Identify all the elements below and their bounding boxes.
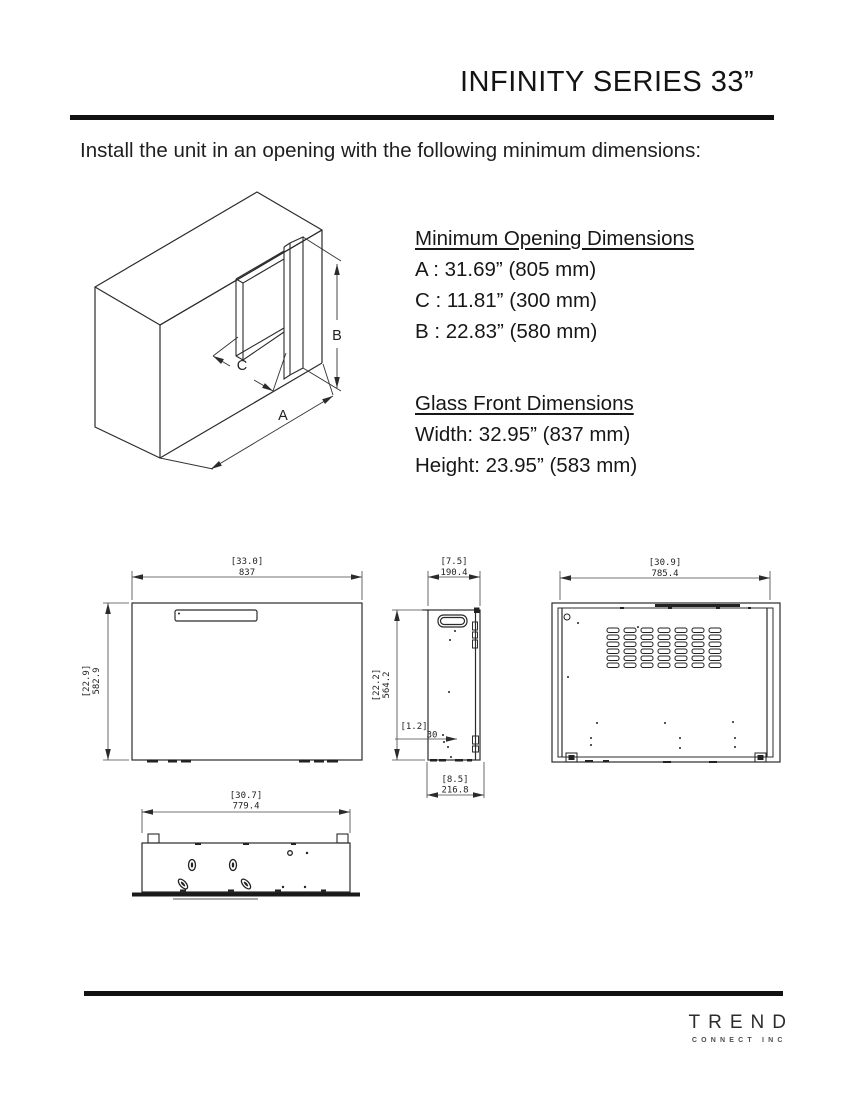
front-height-in: [22.9]	[82, 664, 92, 698]
glass-dimensions-block	[415, 388, 694, 481]
back-knockout	[564, 614, 570, 620]
isometric-opening-drawing	[70, 180, 400, 480]
side-height-in: [22.2]	[372, 668, 382, 702]
back-width-in: [30.9]	[648, 558, 682, 568]
brand-subtitle: CONNECT INC	[691, 1037, 787, 1044]
opening-dimensions-block	[415, 223, 694, 347]
bottom-dots	[180, 843, 326, 892]
front-width-in: [33.0]	[230, 557, 264, 567]
side-depth-in: [8.5]	[441, 775, 469, 785]
bottom-width-mm: 779.4	[232, 801, 260, 812]
side-height-mm: 564.2	[382, 671, 392, 699]
dim-label-b: B	[332, 328, 342, 344]
slot-pin	[178, 613, 180, 615]
side-width-mm: 190.4	[440, 568, 468, 578]
side-offset-in: [1.2]	[400, 722, 428, 732]
front-view-drawing	[80, 550, 380, 780]
dim-label-c: C	[236, 358, 248, 374]
brand-logo	[688, 1012, 794, 1044]
opening-dim-a: A : 31.69” (805 mm)	[415, 258, 597, 281]
opening-dim-b: B : 22.83” (580 mm)	[415, 320, 598, 343]
vent-grid	[607, 628, 721, 668]
bottom-view-drawing	[125, 785, 370, 905]
glass-height: Height: 23.95” (583 mm)	[415, 454, 638, 477]
bottom-dimension-lines	[142, 809, 350, 833]
bottom-base-shadow	[173, 898, 258, 900]
bottom-holes	[177, 851, 293, 891]
front-body	[132, 603, 362, 760]
instruction-text: Install the unit in an opening with the following minimum dimensions:	[80, 139, 702, 162]
side-width-in: [7.5]	[440, 557, 468, 567]
back-dots	[567, 607, 751, 763]
bottom-width-in: [30.7]	[229, 791, 263, 801]
pillar-outline	[284, 237, 303, 379]
opening-dimensions-heading: Minimum Opening Dimensions	[415, 227, 695, 250]
front-height-mm: 582.9	[92, 667, 102, 695]
opening-dim-c: C : 11.81” (300 mm)	[415, 289, 597, 312]
top-divider	[70, 115, 774, 120]
back-view-drawing	[545, 550, 790, 775]
side-corner-mark	[474, 608, 480, 614]
dim-label-a: A	[278, 408, 288, 424]
side-depth-mm: 216.8	[441, 785, 469, 796]
opening-outline	[236, 251, 284, 360]
brand-name: TREND	[688, 1012, 794, 1033]
back-top-band	[655, 604, 740, 607]
back-body	[552, 603, 780, 762]
bottom-divider	[84, 991, 783, 996]
back-width-mm: 785.4	[651, 569, 679, 579]
side-view-drawing	[358, 550, 498, 802]
wall-outline	[95, 192, 322, 458]
glass-width: Width: 32.95” (837 mm)	[415, 423, 631, 446]
front-dimension-lines	[103, 571, 362, 760]
side-offset-mm: 30	[426, 730, 438, 741]
front-width-mm: 837	[238, 568, 256, 578]
bottom-base-plate	[132, 893, 360, 897]
glass-dimensions-heading: Glass Front Dimensions	[415, 392, 634, 415]
dimension-specs	[415, 223, 694, 481]
side-dimension-lines	[392, 571, 484, 798]
page-title: INFINITY SERIES 33”	[460, 66, 755, 98]
